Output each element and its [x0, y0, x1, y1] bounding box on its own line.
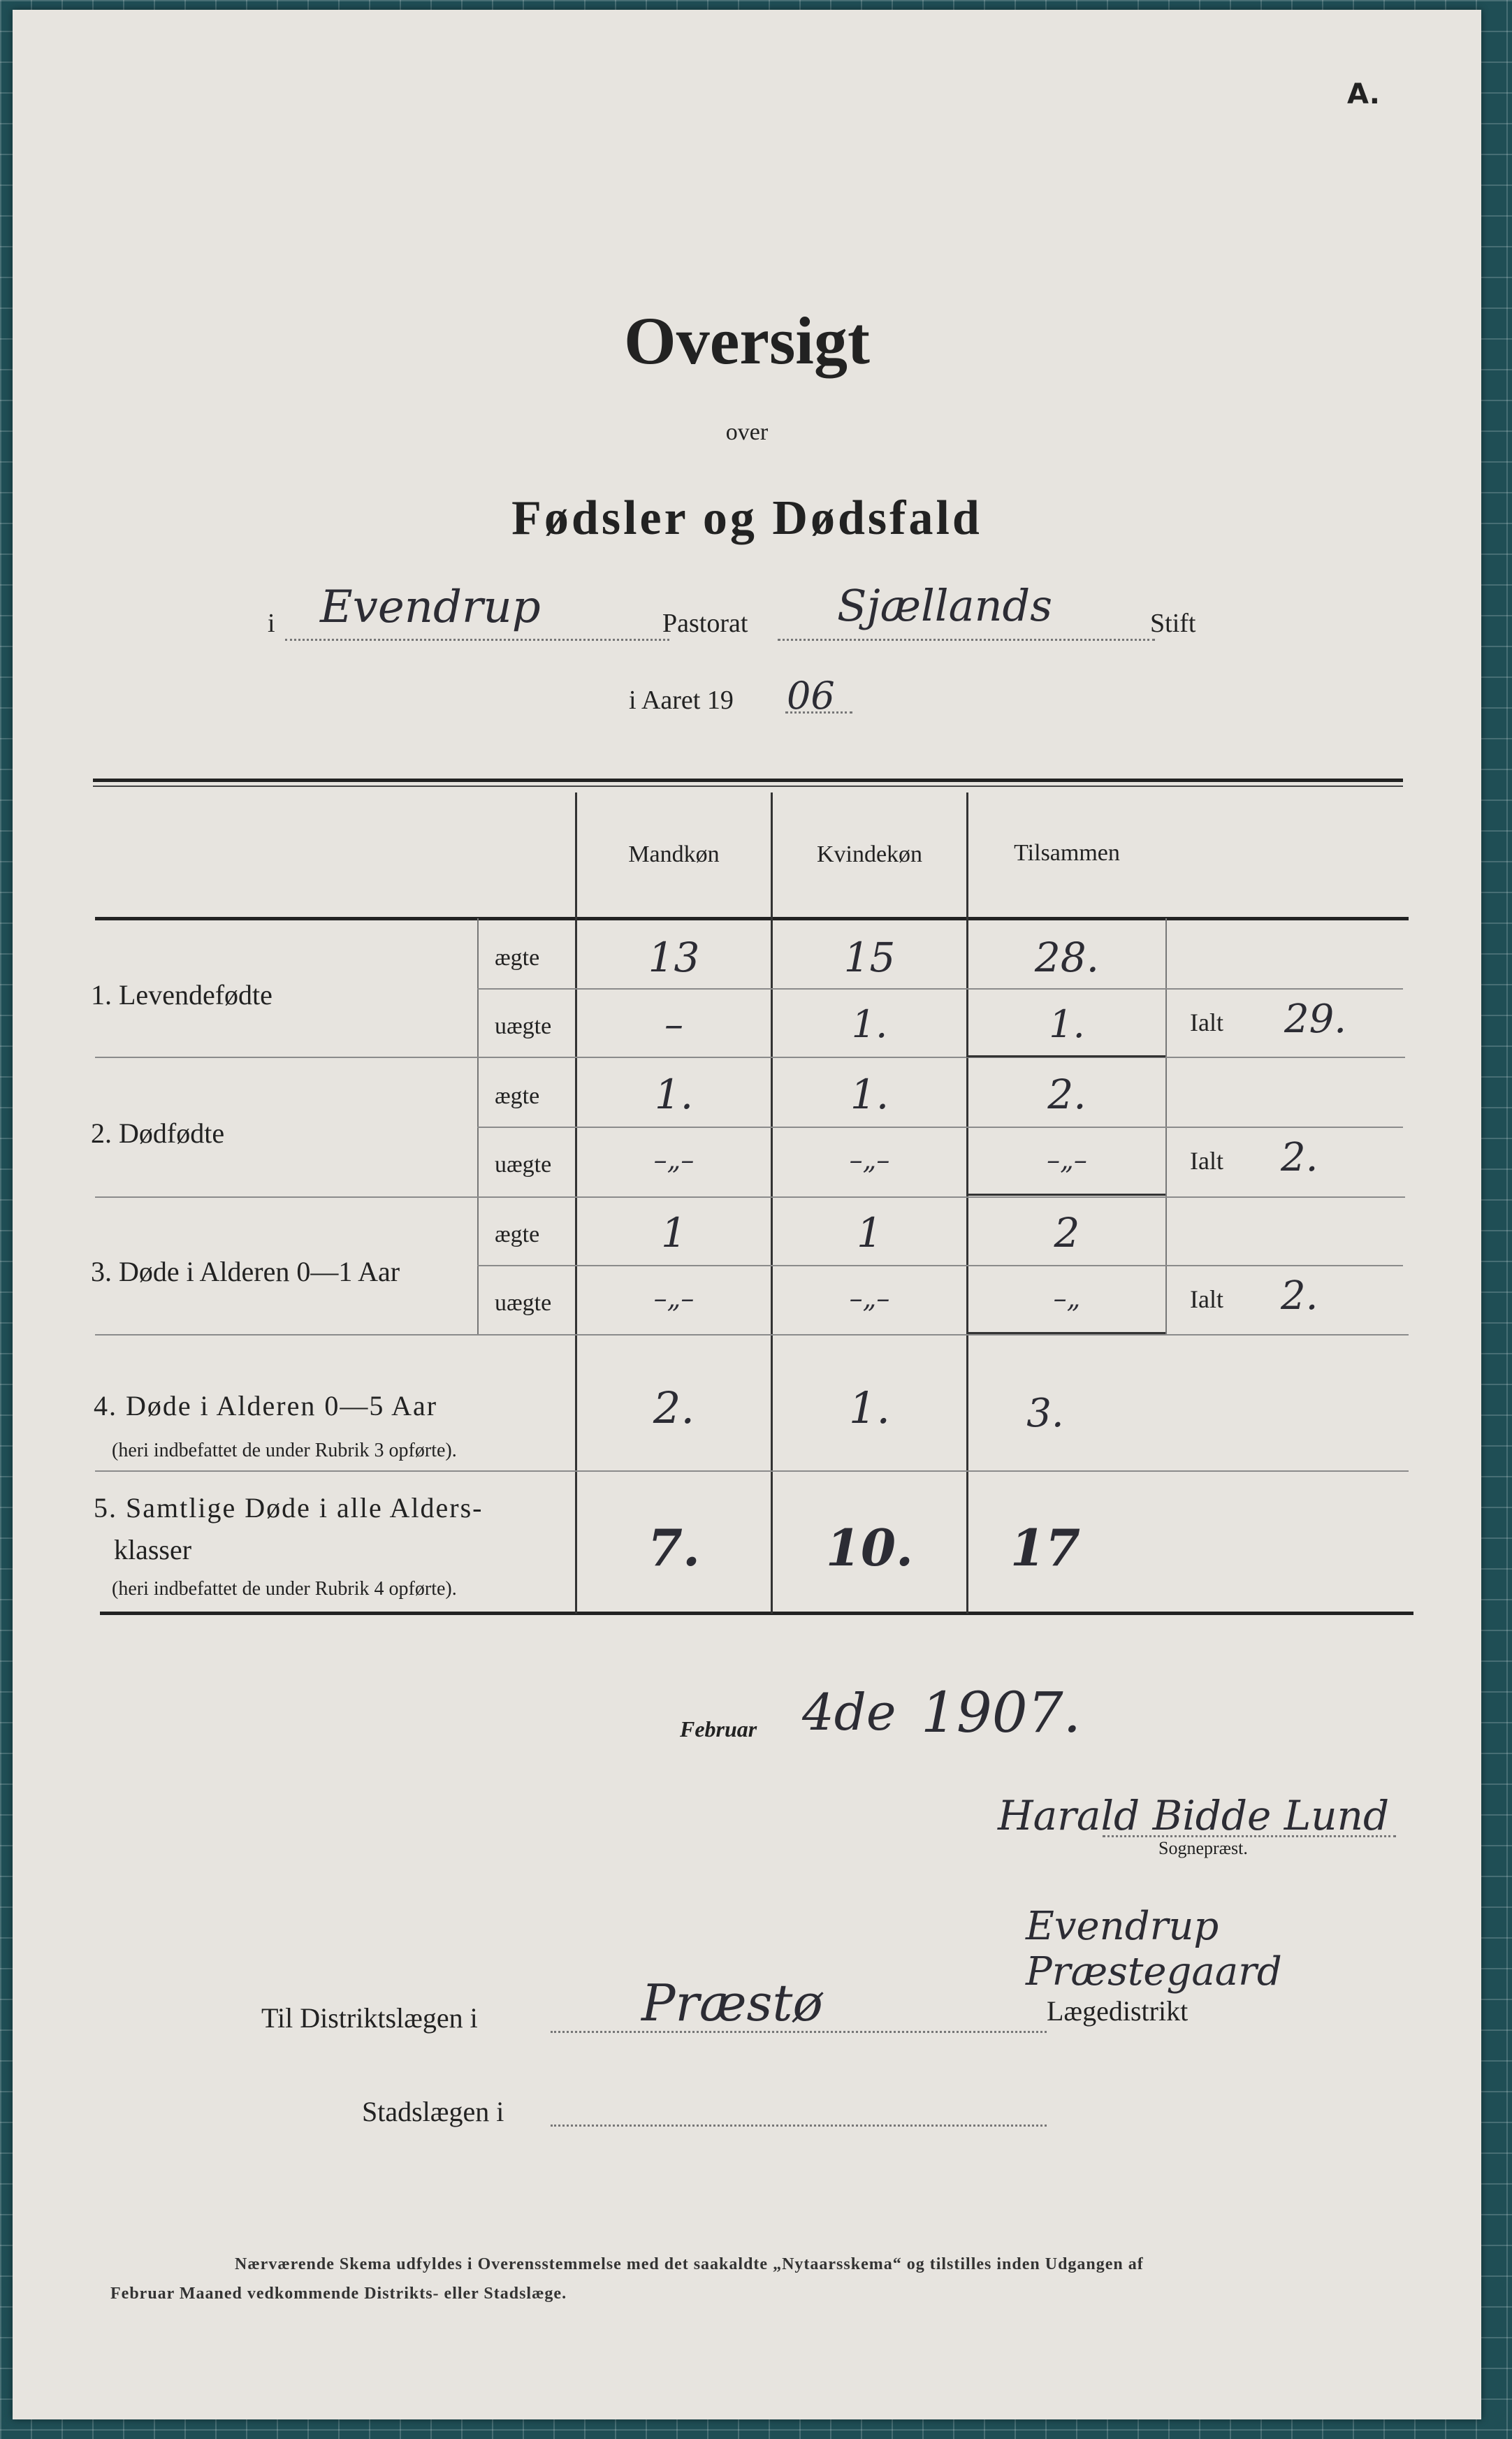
row3-uaegte-kvinde: –„– — [849, 1283, 890, 1314]
row3-uaegte-label: uægte — [495, 1290, 552, 1316]
row2-aegte-mand: 1. — [654, 1071, 694, 1118]
date-day: 4de — [802, 1683, 896, 1742]
row4-mand: 2. — [653, 1382, 695, 1433]
date-month: Februar — [680, 1716, 757, 1742]
row4-note: (heri indbefattet de under Rubrik 3 opførte). — [112, 1440, 457, 1461]
row2-aegte-kvinde: 1. — [850, 1071, 889, 1118]
form-title: Oversigt — [624, 303, 870, 378]
row1-uaegte-total: 1. — [1049, 1002, 1085, 1046]
row1-aegte-mand: 13 — [648, 934, 700, 981]
row2-label: 2. Dødfødte — [91, 1117, 225, 1149]
year-value: 06 — [787, 674, 835, 718]
row5-note: (heri indbefattet de under Rubrik 4 opførte). — [112, 1578, 457, 1600]
row1-ialt-value: 29. — [1284, 997, 1347, 1042]
signature-name: Harald Bidde Lund — [998, 1792, 1390, 1839]
stift-value: Sjællands — [837, 580, 1053, 631]
row2-ialt-value: 2. — [1281, 1135, 1318, 1180]
header-tilsammen: Tilsammen — [1014, 840, 1120, 866]
row1-aegte-kvinde: 15 — [843, 934, 896, 981]
row4-total: 3. — [1026, 1391, 1064, 1436]
row1-uaegte-kvinde: 1. — [851, 1002, 888, 1046]
row4-kvinde: 1. — [848, 1382, 891, 1433]
row3-ialt-label: Ialt — [1190, 1285, 1223, 1313]
stadslaege-dots — [551, 2119, 1047, 2127]
row1-uaegte-mand: – — [664, 1002, 683, 1046]
row2-uaegte-total: –„– — [1047, 1145, 1087, 1175]
form-over: over — [725, 419, 769, 445]
row3-uaegte-mand: –„– — [653, 1283, 695, 1314]
header-mandkon: Mandkøn — [628, 841, 720, 867]
distrikt-suffix: Lægedistrikt — [1047, 1995, 1188, 2027]
signature-role: Sognepræst. — [1158, 1838, 1248, 1858]
row5-kvinde: 10. — [825, 1518, 914, 1577]
row2-uaegte-kvinde: –„– — [849, 1145, 890, 1175]
distrikt-value: Præstø — [641, 1974, 823, 2032]
row2-ialt-label: Ialt — [1190, 1147, 1223, 1175]
year-dots — [785, 706, 852, 714]
row2-aegte-total: 2. — [1047, 1071, 1086, 1118]
header-kvindekon: Kvindekøn — [816, 841, 923, 867]
row2-uaegte-mand: –„– — [653, 1145, 695, 1175]
row1-uaegte-label: uægte — [495, 1013, 552, 1039]
pastorat-prefix: i — [268, 609, 275, 638]
row3-uaegte-total: –„ — [1053, 1283, 1081, 1314]
row4-label: 4. Døde i Alderen 0—5 Aar — [94, 1390, 438, 1421]
row3-aegte-mand: 1 — [661, 1209, 687, 1257]
row2-uaegte-label: uægte — [495, 1152, 552, 1178]
stift-label: Stift — [1150, 609, 1196, 638]
stadslaege-label: Stadslægen i — [362, 2096, 504, 2127]
row3-ialt-value: 2. — [1281, 1273, 1318, 1319]
form-subtitle: Fødsler og Dødsfald — [511, 491, 982, 545]
footer-line1: Nærværende Skema udfyldes i Overensstemmelse med det saakaldte „Nytaarsskema“ og tilstilles inden Udgangen af — [235, 2255, 1144, 2273]
row1-ialt-label: Ialt — [1190, 1008, 1223, 1036]
row3-aegte-label: ægte — [495, 1222, 540, 1247]
year-label: i Aaret 19 — [629, 686, 734, 715]
form-sheet — [13, 10, 1481, 2419]
row1-aegte-total: 28. — [1034, 934, 1100, 981]
row3-aegte-total: 2 — [1054, 1209, 1080, 1257]
form-mark: A. — [1347, 78, 1380, 110]
row3-label: 3. Døde i Alderen 0—1 Aar — [91, 1256, 400, 1287]
signature-dots — [1103, 1831, 1396, 1837]
pastorat-label: Pastorat — [662, 609, 748, 638]
pastorat-value: Evendrup — [320, 581, 541, 633]
row5-mand: 7. — [647, 1518, 701, 1577]
row3-aegte-kvinde: 1 — [857, 1209, 882, 1257]
row5-label-line2: klasser — [114, 1534, 192, 1565]
row2-aegte-label: ægte — [495, 1083, 540, 1109]
signature-place: Evendrup Præstegaard — [1026, 1904, 1282, 1995]
row5-label-line1: 5. Samtlige Døde i alle Alders- — [94, 1492, 484, 1524]
date-year: 1907. — [921, 1680, 1082, 1745]
distrikt-label: Til Distriktslægen i — [261, 2002, 478, 2034]
row5-total: 17 — [1010, 1518, 1081, 1577]
footer-line2: Februar Maaned vedkommende Distrikts- eller Stadslæge. — [110, 2285, 567, 2303]
row1-label: 1. Levendefødte — [91, 979, 272, 1011]
row1-aegte-label: ægte — [495, 945, 540, 971]
